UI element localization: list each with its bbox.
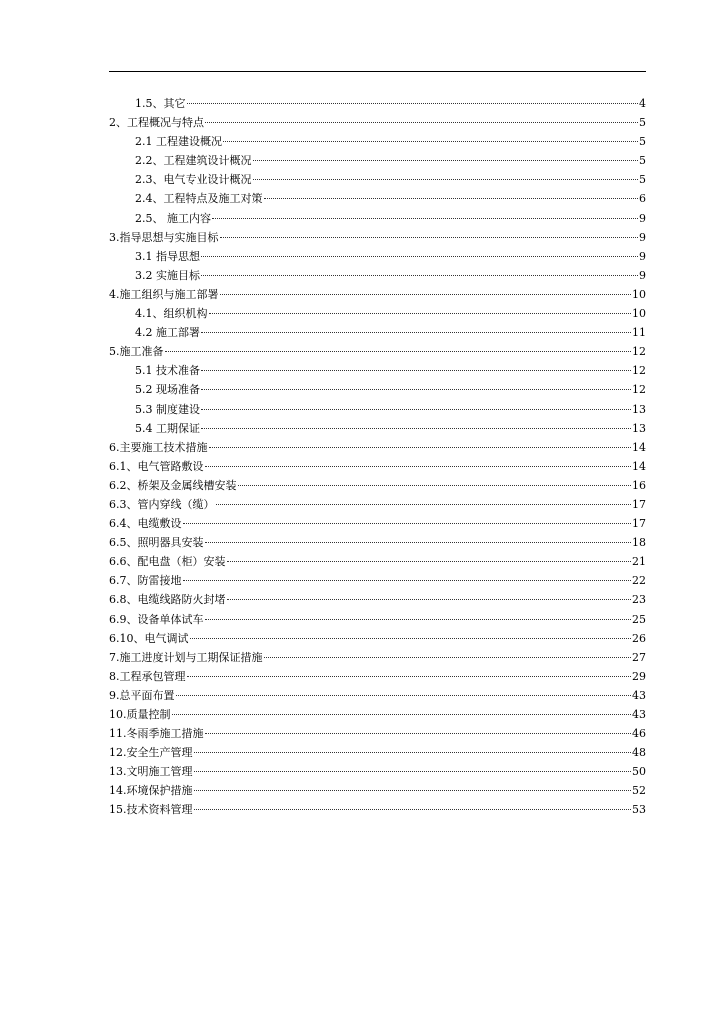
toc-entry[interactable] [109, 571, 646, 590]
toc-dot-leader [238, 484, 632, 486]
toc-entry-label: 2.5、 施工内容 [135, 211, 211, 225]
toc-entry-page: 6 [639, 192, 646, 206]
toc-entry-label: 8.工程承包管理 [109, 669, 186, 683]
toc-entry-page: 10 [632, 287, 646, 301]
toc-entry[interactable] [109, 189, 646, 208]
toc-entry[interactable] [109, 380, 646, 399]
toc-dot-leader [264, 656, 632, 658]
toc-entry-label: 5.3 制度建设 [135, 402, 200, 416]
toc-dot-leader [194, 808, 632, 810]
toc-entry-label: 3.2 实施目标 [135, 268, 200, 282]
toc-entry-page: 9 [639, 230, 646, 244]
toc-entry[interactable] [109, 361, 646, 380]
toc-entry[interactable] [109, 170, 646, 189]
toc-entry-page: 5 [639, 173, 646, 187]
toc-entry-label: 6.2、桥架及金属线槽安装 [109, 478, 237, 492]
toc-entry-page: 21 [632, 555, 646, 569]
toc-entry-label: 6.3、管内穿线（缆） [109, 497, 215, 511]
toc-dot-leader [205, 121, 638, 123]
toc-dot-leader [205, 465, 632, 467]
toc-entry[interactable] [109, 113, 646, 132]
toc-entry[interactable] [109, 132, 646, 151]
toc-entry-label: 2.3、电气专业设计概况 [135, 173, 252, 187]
toc-entry-page: 17 [632, 517, 646, 531]
toc-entry-page: 9 [639, 268, 646, 282]
toc-dot-leader [209, 446, 632, 448]
toc-entry-label: 6.主要施工技术措施 [109, 440, 208, 454]
toc-dot-leader [183, 579, 632, 581]
toc-entry-label: 2.2、工程建筑设计概况 [135, 154, 252, 168]
toc-entry-page: 4 [639, 97, 646, 110]
toc-entry[interactable] [109, 686, 646, 705]
toc-entry[interactable] [109, 209, 646, 228]
toc-dot-leader [216, 503, 632, 505]
toc-entry-page: 27 [632, 650, 646, 664]
toc-dot-leader [201, 369, 631, 371]
toc-dot-leader [176, 694, 632, 696]
toc-entry-label: 12.安全生产管理 [109, 746, 193, 760]
toc-entry[interactable] [109, 304, 646, 323]
toc-dot-leader [201, 331, 631, 333]
toc-entry-label: 13.文明施工管理 [109, 765, 193, 779]
toc-dot-leader [187, 102, 639, 104]
toc-entry[interactable] [109, 476, 646, 495]
toc-dot-leader [205, 541, 632, 543]
toc-entry-label: 5.施工准备 [109, 345, 164, 359]
toc-entry-page: 26 [632, 631, 646, 645]
toc-entry[interactable] [109, 743, 646, 762]
toc-dot-leader [209, 312, 632, 314]
toc-dot-leader [201, 388, 631, 390]
toc-dot-leader [227, 598, 632, 600]
toc-dot-leader [201, 274, 638, 276]
toc-entry-label: 14.环境保护措施 [109, 784, 193, 798]
toc-entry[interactable] [109, 419, 646, 438]
toc-entry-page: 10 [632, 307, 646, 321]
toc-dot-leader [183, 522, 632, 524]
toc-entry-page: 14 [632, 459, 646, 473]
toc-entry-label: 6.4、电缆敷设 [109, 517, 182, 531]
toc-entry[interactable] [109, 667, 646, 686]
toc-entry-page: 9 [639, 249, 646, 263]
toc-entry-label: 4.1、组织机构 [135, 307, 208, 321]
toc-entry-label: 4.2 施工部署 [135, 326, 200, 340]
toc-dot-leader [253, 178, 639, 180]
toc-dot-leader [220, 293, 632, 295]
toc-entry[interactable] [109, 514, 646, 533]
toc-entry-page: 13 [632, 421, 646, 435]
toc-entry-label: 10.质量控制 [109, 708, 171, 721]
toc-entry-label: 3.指导思想与实施目标 [109, 230, 219, 244]
toc-dot-leader [187, 675, 632, 677]
toc-entry-page: 11 [632, 326, 646, 340]
toc-entry-label: 2、工程概况与特点 [109, 116, 204, 130]
toc-entry-page: 17 [632, 497, 646, 511]
toc-entry-page: 48 [632, 746, 646, 760]
toc-entry[interactable] [109, 590, 646, 609]
toc-entry[interactable] [109, 762, 646, 781]
toc-entry[interactable] [109, 266, 646, 285]
toc-entry-label: 2.4、工程特点及施工对策 [135, 192, 263, 206]
toc-dot-leader [205, 732, 632, 734]
toc-entry-label: 6.5、照明器具安装 [109, 536, 204, 550]
toc-entry-page: 25 [632, 612, 646, 626]
toc-entry-label: 5.4 工期保证 [135, 421, 200, 435]
toc-entry[interactable] [109, 705, 646, 724]
toc-entry-page: 50 [632, 765, 646, 779]
toc-entry[interactable] [109, 400, 646, 419]
toc-entry-page: 43 [632, 688, 646, 702]
toc-dot-leader [172, 713, 632, 715]
toc-entry[interactable] [109, 648, 646, 667]
toc-entry-page: 9 [639, 211, 646, 225]
toc-entry-label: 6.8、电缆线路防火封堵 [109, 593, 226, 607]
toc-dot-leader [220, 236, 639, 238]
toc-entry-label: 6.9、设备单体试车 [109, 612, 204, 626]
toc-entry-label: 1.5、其它 [135, 97, 186, 110]
toc-dot-leader [165, 350, 632, 352]
toc-entry[interactable] [109, 151, 646, 170]
toc-entry[interactable] [109, 800, 646, 819]
header-rule [109, 71, 646, 72]
toc-dot-leader [194, 770, 632, 772]
toc-dot-leader [194, 789, 632, 791]
toc-entry-label: 2.1 工程建设概况 [135, 135, 222, 149]
toc-entry-page: 5 [639, 135, 646, 149]
toc-entry[interactable] [109, 323, 646, 342]
toc-entry[interactable] [109, 552, 646, 571]
toc-dot-leader [253, 159, 639, 161]
toc-entry-label: 3.1 指导思想 [135, 249, 200, 263]
toc-entry-label: 5.1 技术准备 [135, 364, 200, 378]
toc-entry-page: 29 [632, 669, 646, 683]
toc-dot-leader [223, 140, 638, 142]
toc-entry-page: 46 [632, 727, 646, 741]
toc-entry-label: 5.2 现场准备 [135, 383, 200, 397]
toc-entry-label: 6.7、防雷接地 [109, 574, 182, 588]
toc-entry[interactable] [109, 781, 646, 800]
toc-entry[interactable] [109, 495, 646, 514]
toc-dot-leader [227, 560, 632, 562]
toc-entry[interactable] [109, 228, 646, 247]
toc-dot-leader [201, 427, 631, 429]
toc-entry-label: 6.6、配电盘（柜）安装 [109, 555, 226, 569]
toc-entry-page: 12 [632, 345, 646, 359]
toc-entry-page: 22 [632, 574, 646, 588]
toc-entry[interactable] [109, 342, 646, 361]
toc-dot-leader [194, 751, 632, 753]
toc-entry-page: 16 [632, 478, 646, 492]
toc-dot-leader [205, 618, 632, 620]
toc-entry-page: 12 [632, 383, 646, 397]
toc-entry-page: 5 [639, 154, 646, 168]
toc-entry-label: 9.总平面布置 [109, 688, 175, 702]
toc-dot-leader [201, 408, 631, 410]
toc-entry-page: 5 [639, 116, 646, 130]
toc-entry-label: 4.施工组织与施工部署 [109, 287, 219, 301]
toc-entry[interactable] [109, 94, 646, 113]
toc-entry-label: 6.10、电气调试 [109, 631, 189, 645]
toc-entry-page: 12 [632, 364, 646, 378]
toc-dot-leader [201, 255, 638, 257]
toc-entry[interactable] [109, 610, 646, 629]
toc-entry[interactable] [109, 533, 646, 552]
toc-entry-page: 13 [632, 402, 646, 416]
toc-entry[interactable] [109, 629, 646, 648]
toc-dot-leader [264, 197, 639, 199]
toc-entry-page: 18 [632, 536, 646, 550]
toc-entry-page: 43 [632, 708, 646, 721]
toc-entry[interactable] [109, 247, 646, 266]
toc-entry-label: 15.技术资料管理 [109, 803, 193, 817]
toc-entry-page: 14 [632, 440, 646, 454]
toc-entry-page: 52 [632, 784, 646, 798]
toc-entry[interactable] [109, 457, 646, 476]
toc-entry-page: 53 [632, 803, 646, 817]
toc-entry[interactable] [109, 285, 646, 304]
toc-entry-label: 6.1、电气管路敷设 [109, 459, 204, 473]
toc-entry[interactable] [109, 724, 646, 743]
toc-dot-leader [212, 217, 638, 219]
toc-entry-label: 7.施工进度计划与工期保证措施 [109, 650, 263, 664]
toc-entry-label: 11.冬雨季施工措施 [109, 727, 204, 741]
toc-entry-page: 23 [632, 593, 646, 607]
toc-entry[interactable] [109, 438, 646, 457]
table-of-contents [109, 94, 646, 820]
toc-dot-leader [190, 637, 632, 639]
